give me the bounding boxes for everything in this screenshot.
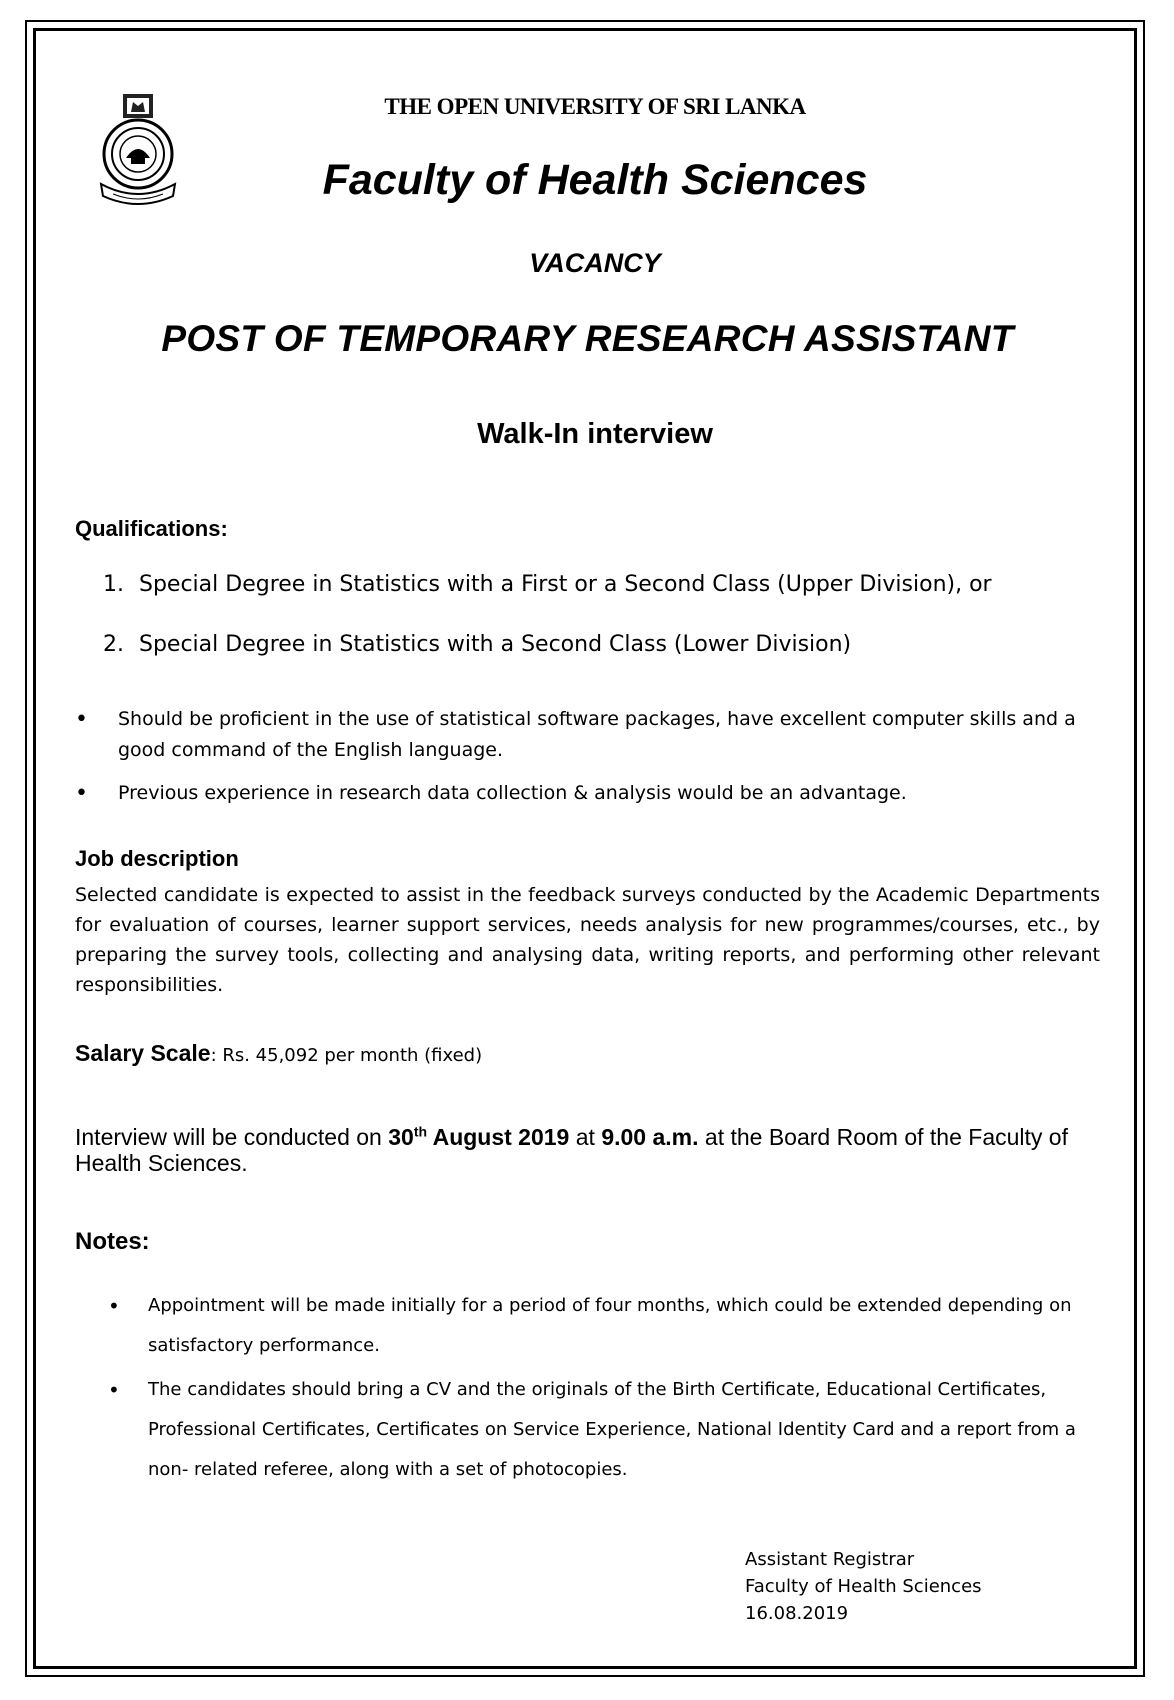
university-emblem-icon — [93, 92, 183, 212]
note-text: The candidates should bring a CV and the originals of the Birth Certificate, Educational Certificates, Professional Certificates, Certificates on Service Experience, National Identity Card and a report from a non- related referee, along with a set of photocopies. — [148, 1379, 1076, 1480]
qualification-text: Special Degree in Statistics with a Second Class (Lower Division) — [139, 632, 852, 657]
interview-suffix: at the Board Room of the Faculty of Health Sciences. — [75, 1124, 1068, 1176]
interview-type: Walk-In interview — [477, 418, 713, 450]
signature-date: 16.08.2019 — [745, 1603, 849, 1624]
interview-mid: at — [569, 1124, 602, 1150]
note-item — [108, 1286, 1108, 1366]
interview-month-year: August 2019 — [427, 1124, 570, 1150]
university-name: THE OPEN UNIVERSITY OF SRI LANKA — [384, 94, 806, 119]
bullet-icon: • — [108, 1294, 120, 1318]
requirement-text: Previous experience in research data collection & analysis would be an advantage. — [118, 782, 907, 804]
vacancy-heading: VACANCY — [529, 248, 661, 278]
salary-line — [75, 1040, 482, 1067]
qualification-text: Special Degree in Statistics with a First or a Second Class (Upper Division), or — [139, 572, 992, 597]
qualifications-heading: Qualifications: — [75, 516, 228, 541]
salary-label: Salary Scale — [75, 1040, 211, 1066]
salary-value: : Rs. 45,092 per month (fixed) — [210, 1045, 483, 1066]
requirement-text: Should be proficient in the use of statistical software packages, have excellent computer skills and a good command of the English language. — [118, 708, 1076, 761]
job-description-body: Selected candidate is expected to assist in the feedback surveys conducted by the Academic Departments for evaluation of courses, learner support services, needs analysis for new programmes/courses, etc., by preparing the survey tools, collecting and analysing data, writing reports, and performing other relevant responsibilities. — [75, 884, 1100, 996]
faculty-title: Faculty of Health Sciences — [322, 156, 868, 204]
notes-heading: Notes: — [75, 1228, 150, 1255]
interview-time: 9.00 a.m. — [601, 1124, 699, 1150]
bullet-icon: • — [108, 1378, 120, 1402]
signature-block — [745, 1546, 982, 1627]
requirement-bullet — [75, 704, 1085, 766]
qualification-number: 1. — [103, 572, 124, 597]
signatory-faculty: Faculty of Health Sciences — [745, 1576, 982, 1597]
qualification-item — [103, 572, 992, 597]
interview-day: 30 — [388, 1124, 414, 1150]
interview-day-suffix: th — [413, 1123, 428, 1140]
interview-details — [75, 1124, 1105, 1176]
bullet-icon: • — [75, 781, 88, 806]
bullet-icon: • — [75, 707, 88, 732]
post-title: POST OF TEMPORARY RESEARCH ASSISTANT — [161, 318, 1014, 359]
signatory-title: Assistant Registrar — [745, 1549, 915, 1570]
qualification-item — [103, 632, 851, 657]
qualification-number: 2. — [103, 632, 124, 657]
note-item — [108, 1370, 1108, 1490]
interview-prefix: Interview will be conducted on — [75, 1124, 389, 1150]
job-description-heading: Job description — [75, 846, 239, 871]
requirement-bullet — [75, 778, 1085, 809]
note-text: Appointment will be made initially for a period of four months, which could be extended depending on satisfactory performance. — [148, 1295, 1072, 1356]
